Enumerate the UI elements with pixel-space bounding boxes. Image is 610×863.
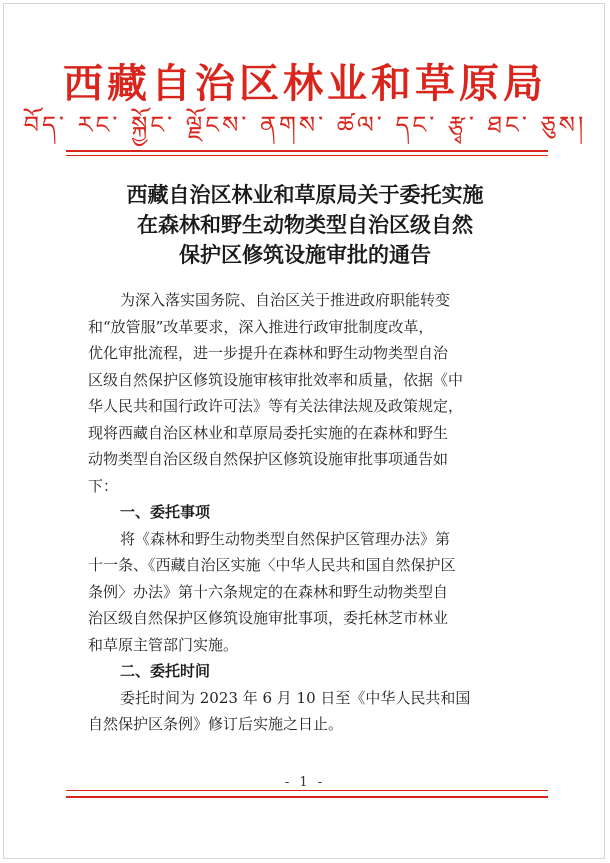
intro-line: 和“放管服”改革要求，深入推进行政审批制度改革， (88, 317, 434, 336)
title-line: 在森林和野生动物类型自治区级自然 (137, 212, 473, 237)
org-name-tibetan: བོད་ རང་ སྐྱོང་ ལྗོངས་ ནགས་ ཚལ་ དང་ རྩྭ་ ཐང་ ཅུས། (23, 111, 587, 139)
header-divider-thin (66, 155, 548, 156)
section1-line: 和草原主管部门实施。 (88, 635, 239, 654)
section1-line: 治区级自然保护区修筑设施审批事项，委托林芝市林业 (88, 609, 449, 627)
document-body (88, 287, 528, 738)
section1-line: 十一条、《西藏自治区实施〈中华人民共和国自然保护区 (88, 556, 456, 574)
intro-line: 下： (88, 476, 119, 495)
section-heading-entrusted-period: 二、委托时间 (120, 662, 211, 680)
intro-line: 动物类型自治区级自然保护区修筑设施审批事项通告如 (88, 450, 449, 468)
section2-line: 委托时间为 2023 年 6 月 10 日至《中华人民共和国 (120, 688, 471, 707)
intro-line: 优化审批流程，进一步提升在森林和野生动物类型自治 (88, 344, 449, 362)
intro-line: 现将西藏自治区林业和草原局委托实施的在森林和野生 (88, 423, 449, 442)
section1-line: 将《森林和野生动物类型自然保护区管理办法》第 (120, 529, 451, 548)
title-line: 保护区修筑设施审批的通告 (179, 242, 431, 267)
intro-line: 华人民共和国行政许可法》等有关法律法规及政策规定， (88, 397, 464, 415)
intro-line: 为深入落实国务院、自治区关于推进政府职能转变 (120, 291, 451, 309)
page-number: - 1 - (284, 775, 326, 790)
section1-line: 条例〉办法》第十六条规定的在森林和野生动物类型自 (88, 582, 449, 601)
section2-line: 自然保护区条例》修订后实施之日止。 (88, 715, 344, 733)
header-divider-thick (66, 150, 548, 152)
intro-line: 区级自然保护区修筑设施审核审批效率和质量，依据《中 (88, 370, 464, 389)
document-title (70, 180, 540, 270)
footer-divider-thin (66, 790, 548, 791)
title-line: 西藏自治区林业和草原局关于委托实施 (126, 182, 484, 207)
org-name-header: 西藏自治区林业和草原局 (63, 60, 547, 107)
section-heading-entrusted-matters: 一、委托事项 (120, 503, 211, 521)
footer-divider-thick (66, 796, 548, 798)
